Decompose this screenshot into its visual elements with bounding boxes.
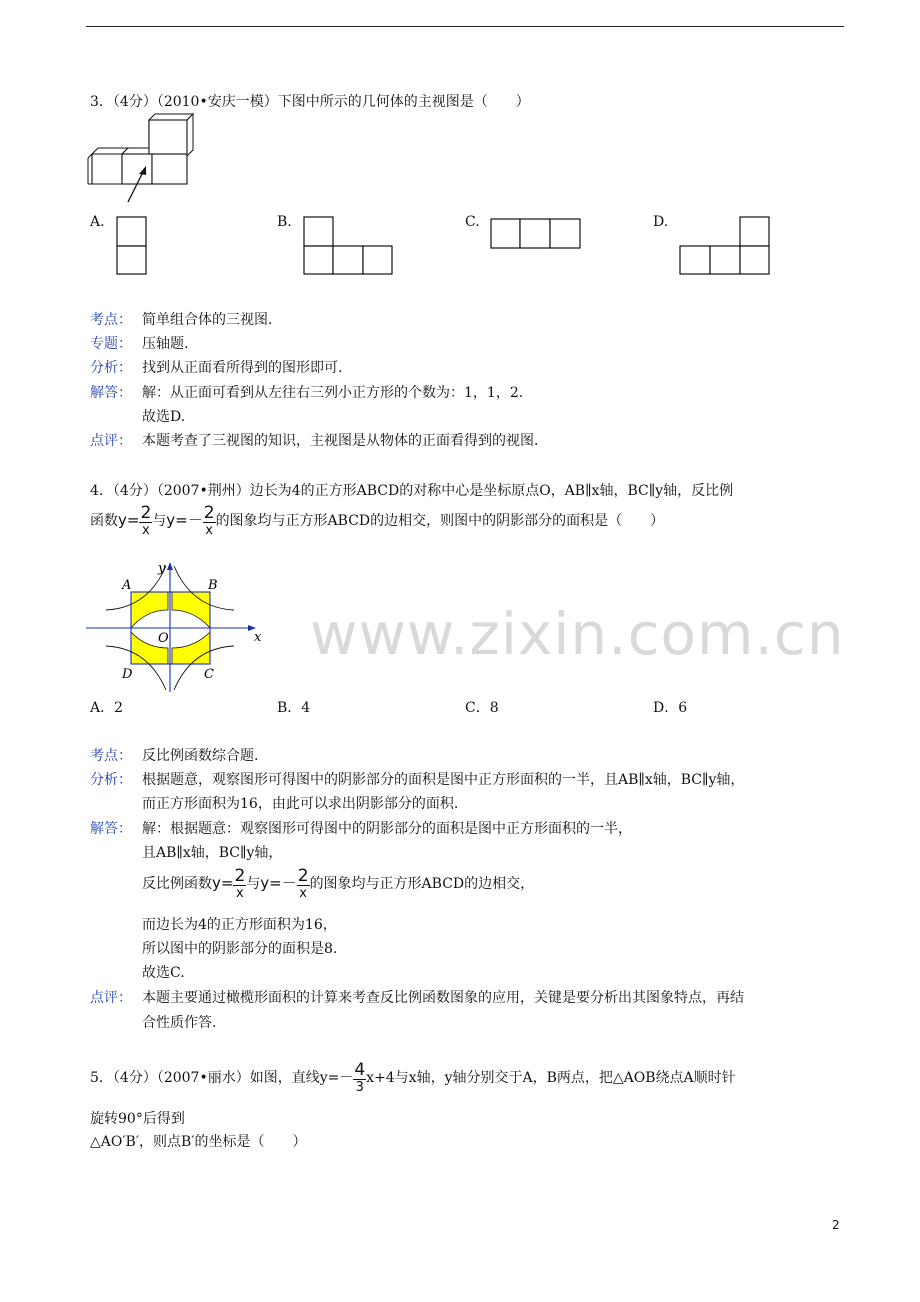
q4-option-c: C．8 <box>465 700 499 716</box>
top-rule <box>86 26 844 27</box>
q4-option-a: A．2 <box>90 700 124 716</box>
q5-stem-line1 <box>90 1062 736 1094</box>
q4-coordinate-figure <box>86 560 266 692</box>
q4-label-x: x <box>254 630 262 645</box>
q4-jieda-text-2: 且AB∥x轴，BC∥y轴， <box>142 845 283 861</box>
q4-option-b: B．4 <box>277 700 311 716</box>
q3-dianping-label: 点评： <box>90 433 132 449</box>
q4-eq1-den: x <box>139 522 152 537</box>
q3-option-a-figure <box>116 216 148 276</box>
q3-fenxi-text: 找到从正面看所得到的图形即可. <box>142 360 343 376</box>
q3-answer: 故选D. <box>142 409 186 425</box>
q3-dianping-text: 本题考查了三视图的知识，主视图是从物体的正面看得到的视图. <box>142 433 539 449</box>
q4-eq-join: 与 <box>152 513 167 529</box>
q4-jieda-eq2-num: 2 <box>297 866 309 886</box>
q5-stem-line3: △AO′B′，则点B′的坐标是（ ） <box>90 1134 307 1150</box>
q4-fenxi-text-2: 而正方形面积为16，由此可以求出阴影部分的面积. <box>142 796 459 812</box>
q4-eq2-lhs: y=－ <box>166 511 203 529</box>
q5-fraction <box>353 1062 366 1094</box>
q3-kaodian-label: 考点： <box>90 312 132 328</box>
q3-solid-figure <box>88 118 190 204</box>
q3-option-c: C. <box>465 214 480 230</box>
q4-jieda-text-6: 故选C. <box>142 965 185 981</box>
q4-stem-line2 <box>90 505 664 537</box>
q4-label-b: B <box>208 578 218 593</box>
q4-dianping-text-2: 合性质作答. <box>142 1015 217 1031</box>
q4-dianping-text-1: 本题主要通过橄榄形面积的计算来考查反比例函数图象的应用，关键是要分析出其图象特点，再结 <box>142 990 744 1006</box>
q4-eq2-num: 2 <box>203 503 215 523</box>
q4-jieda-eq2-den: x <box>297 885 310 900</box>
q3-kaodian <box>90 309 273 329</box>
q4-jieda-eq2-fraction <box>297 868 310 900</box>
q4-jieda-text-5: 所以图中的阴影部分的面积是8. <box>142 941 338 957</box>
q4-stem-line1: 4．（4分）（2007•荆州）边长为4的正方形ABCD的对称中心是坐标原点O，AB∥x轴，BC∥y轴，反比例 <box>90 483 734 499</box>
q4-dianping <box>90 987 744 1007</box>
q3-stem: 3．（4分）（2010•安庆一模）下图中所示的几何体的主视图是（ ） <box>90 94 530 110</box>
q3-kaodian-text: 简单组合体的三视图. <box>142 312 273 328</box>
q4-jieda <box>90 818 632 838</box>
q5-stem-line2: 旋转90°后得到 <box>90 1111 185 1127</box>
q5-stem-prefix: 5．（4分）（2007•丽水）如图，直线y=－ <box>90 1070 354 1086</box>
q4-eq2-fraction <box>203 505 216 537</box>
q4-kaodian-text: 反比例函数综合题. <box>142 748 259 764</box>
q4-fenxi-label: 分析： <box>90 772 132 788</box>
q3-fenxi <box>90 357 343 377</box>
q3-option-c-figure <box>490 218 582 250</box>
q4-jieda-text-4: 而边长为4的正方形面积为16， <box>142 917 337 933</box>
q4-label-o: O <box>158 631 169 646</box>
q4-stem-suffix: 的图象均与正方形ABCD的边相交，则图中的阴影部分的面积是（ ） <box>215 513 665 529</box>
q4-jieda-eq1-lhs: y= <box>212 874 234 892</box>
q4-jieda-text-3 <box>142 868 534 900</box>
q4-stem-prefix: 函数 <box>90 513 118 529</box>
q4-jieda-3-prefix: 反比例函数 <box>142 876 212 892</box>
q3-option-d: D. <box>653 214 669 230</box>
q3-fenxi-label: 分析： <box>90 360 132 376</box>
q4-jieda-eq1-den: x <box>233 885 246 900</box>
q4-eq1-fraction <box>139 505 152 537</box>
q4-jieda-text-1: 解：根据题意：观察图形可得图中的阴影部分的面积是图中正方形面积的一半， <box>142 821 632 837</box>
q3-jieda-label: 解答： <box>90 385 132 401</box>
q4-label-y: y <box>158 561 166 576</box>
q3-option-d-figure <box>679 216 771 276</box>
q4-kaodian <box>90 745 259 765</box>
q3-zhuanti <box>90 333 189 353</box>
q4-jieda-eq1-fraction <box>233 868 246 900</box>
q3-zhuanti-text: 压轴题. <box>142 336 189 352</box>
q4-fenxi <box>90 769 745 789</box>
q4-kaodian-label: 考点： <box>90 748 132 764</box>
q3-jieda <box>90 382 524 402</box>
q4-jieda-eq1-num: 2 <box>234 866 246 886</box>
q3-option-a: A. <box>90 214 105 230</box>
q3-dianping <box>90 430 539 450</box>
q4-jieda-eq-join: 与 <box>246 876 261 892</box>
page-number: 2 <box>832 1218 840 1232</box>
q3-option-b-figure <box>303 216 395 276</box>
q4-jieda-eq2-lhs: y=－ <box>260 874 297 892</box>
q4-label-c: C <box>204 667 214 682</box>
q4-eq1-lhs: y= <box>118 511 140 529</box>
watermark: www.zixin.com.cn <box>310 600 845 668</box>
q3-zhuanti-label: 专题： <box>90 336 132 352</box>
q4-option-d: D．6 <box>653 700 688 716</box>
q4-label-d: D <box>122 667 133 682</box>
q4-jieda-3-suffix: 的图象均与正方形ABCD的边相交， <box>309 876 535 892</box>
q4-eq1-num: 2 <box>140 503 152 523</box>
q4-label-a: A <box>122 578 132 593</box>
q5-stem-suffix: x+4与x轴，y轴分别交于A，B两点，把△AOB绕点A顺时针 <box>366 1070 736 1086</box>
q4-eq2-den: x <box>203 522 216 537</box>
q5-frac-num: 4 <box>354 1060 366 1080</box>
q4-fenxi-text-1: 根据题意，观察图形可得图中的阴影部分的面积是图中正方形面积的一半，且AB∥x轴，BC∥y轴， <box>142 772 745 788</box>
q4-jieda-label: 解答： <box>90 821 132 837</box>
q5-frac-den: 3 <box>353 1079 366 1094</box>
q4-dianping-label: 点评： <box>90 990 132 1006</box>
q3-option-b: B. <box>277 214 292 230</box>
q3-jieda-text: 解：从正面可看到从左往右三列小正方形的个数为：1，1，2. <box>142 385 524 401</box>
